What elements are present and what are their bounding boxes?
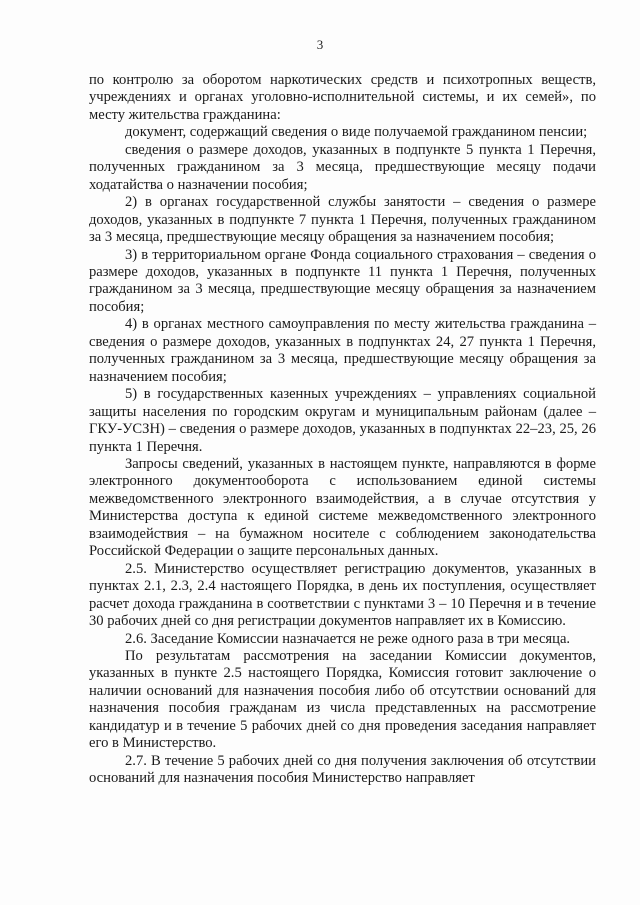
paragraph-10: По результатам рассмотрения на заседании Комиссии документов, указанных в пункте 2.5 настоящего Порядка, Комиссия готовит заключение о наличии оснований для назначения пособия либо об отсутствии оснований для назначения пособия гражданам из числа представленных на рассмотрение кандидатур и в течение 5 рабочих дней со дня проведения заседания направляет его в Министерство. <box>89 647 596 752</box>
paragraph-1: документ, содержащий сведения о виде получаемой гражданином пенсии; <box>125 124 588 141</box>
document-body <box>89 72 596 788</box>
page-number: 3 <box>316 37 324 52</box>
paragraph-5: 4) в органах местного самоуправления по месту жительства гражданина – сведения о размере доходов, указанных в подпунктах 24, 27 пункта 1 Перечня, полученных гражданином за 3 месяца, предшествующие месяцу обращения за назначением пособия; <box>89 316 596 385</box>
paragraph-8: 2.5. Министерство осуществляет регистрацию документов, указанных в пунктах 2.1, 2.3, 2.4 настоящего Порядка, в день их поступления, осуществляет расчет дохода гражданина в соответствии с пунктами 3 – 10 Перечня и в течение 30 рабочих дней со дня регистрации документов направляет их в Комиссию. <box>89 560 596 630</box>
paragraph-9: 2.6. Заседание Комиссии назначается не реже одного раза в три месяца. <box>125 630 571 647</box>
paragraph-4: 3) в территориальном органе Фонда социального страхования – сведения о размере доходов, указанных в подпункте 11 пункта 1 Перечня, полученных гражданином за 3 месяца, предшествующие месяцу обращения за назначением пособия; <box>89 246 596 315</box>
paragraph-7: Запросы сведений, указанных в настоящем пункте, направляются в форме электронного документооборота с использованием единой системы межведомственного электронного взаимодействия, а в случае отсутствия у Министерства доступа к единой системе межведомственного электронного взаимодействия – на бумажном носителе с соблюдением законодательства Российской Федерации о защите персональных данных. <box>89 455 596 560</box>
paragraph-2: сведения о размере доходов, указанных в подпункте 5 пункта 1 Перечня, полученных гражданином за 3 месяца, предшествующие месяцу подачи ходатайства о назначении пособия; <box>89 141 596 193</box>
paragraph-0: по контролю за оборотом наркотических средств и психотропных веществ, учреждениях и органах уголовно-исполнительной системы, и их семей», по месту жительства гражданина: <box>89 72 596 123</box>
paragraph-6: 5) в государственных казенных учреждениях – управлениях социальной защиты населения по городским округам и муниципальным районам (далее – ГКУ-УСЗН) – сведения о размере доходов, указанных в подпунктах 22–23, 25, 26 пункта 1 Перечня. <box>89 386 596 455</box>
paragraph-3: 2) в органах государственной службы занятости – сведения о размере доходов, указанных в подпункте 7 пункта 1 Перечня, полученных гражданином за 3 месяца, предшествующие месяцу обращения за назначением пособия; <box>89 194 596 246</box>
paragraph-11: 2.7. В течение 5 рабочих дней со дня получения заключения об отсутствии оснований для назначения пособия Министерство направляет <box>89 752 596 787</box>
